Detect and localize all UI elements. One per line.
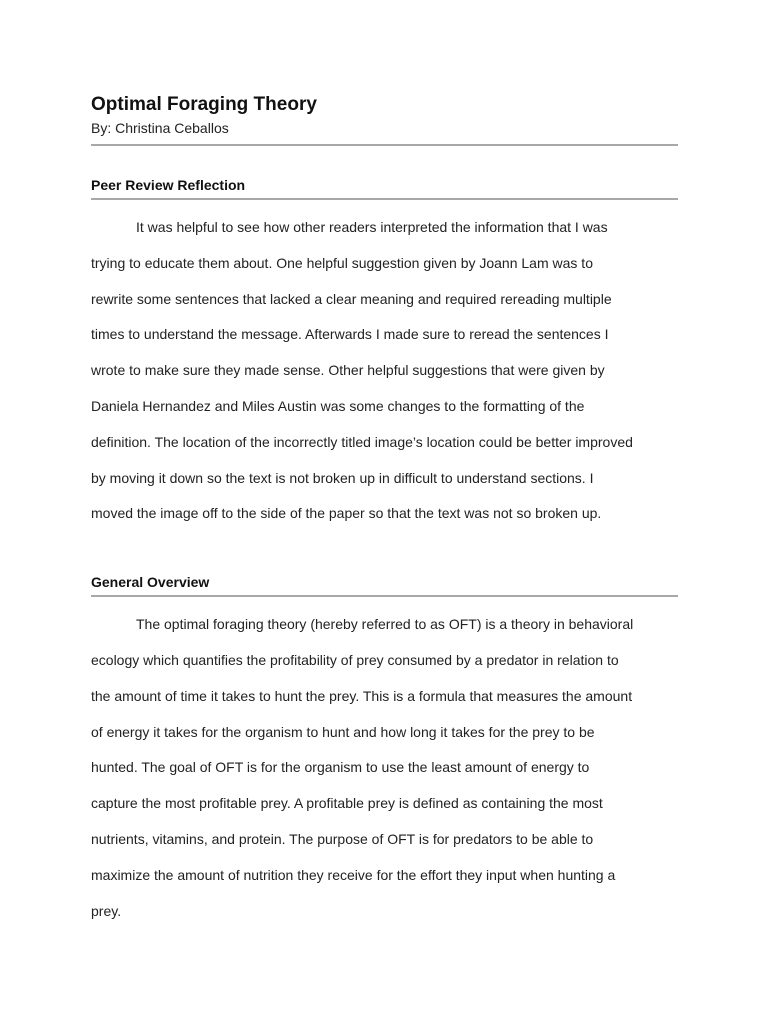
title-divider — [91, 144, 678, 146]
document-page — [91, 92, 678, 929]
document-author: By: Christina Ceballos — [91, 120, 229, 136]
paragraph-line: trying to educate them about. One helpful suggestion given by Joann Lam was to — [91, 254, 593, 271]
paragraph-line: times to understand the message. Afterwards I made sure to reread the sentences I — [91, 326, 609, 343]
paragraph-line: capture the most profitable prey. A profitable prey is defined as containing the most — [91, 795, 603, 812]
paragraph-line: ecology which quantifies the profitability of prey consumed by a predator in relation to — [91, 651, 619, 668]
paragraph-line: The optimal foraging theory (hereby referred to as OFT) is a theory in behavioral — [136, 616, 634, 633]
paragraph-line: rewrite some sentences that lacked a clear meaning and required rereading multiple — [91, 290, 612, 307]
paragraph-line: Daniela Hernandez and Miles Austin was some changes to the formatting of the — [91, 397, 585, 414]
paragraph-line: by moving it down so the text is not broken up in difficult to understand sections. I — [91, 469, 594, 486]
paragraph-line: maximize the amount of nutrition they receive for the effort they input when hunting a — [91, 866, 616, 883]
section-heading: General Overview — [91, 574, 210, 591]
section-general-overview — [91, 572, 678, 929]
section-divider — [91, 595, 678, 597]
paragraph-line: prey. — [91, 902, 122, 919]
section-paragraph — [91, 210, 678, 532]
paragraph-line: nutrients, vitamins, and protein. The purpose of OFT is for predators to be able to — [91, 830, 594, 847]
section-peer-review-reflection — [91, 175, 678, 532]
document-title: Optimal Foraging Theory — [91, 94, 317, 115]
paragraph-line: moved the image off to the side of the paper so that the text was not so broken up. — [91, 505, 602, 522]
section-divider — [91, 198, 678, 200]
paragraph-line: of energy it takes for the organism to hunt and how long it takes for the prey to be — [91, 723, 595, 740]
paragraph-line: It was helpful to see how other readers interpreted the information that I was — [136, 219, 608, 235]
section-paragraph — [91, 607, 678, 929]
paragraph-line: the amount of time it takes to hunt the prey. This is a formula that measures the amount — [91, 687, 633, 704]
paragraph-line: definition. The location of the incorrectly titled image’s location could be better improved — [91, 433, 633, 450]
paragraph-line: wrote to make sure they made sense. Other helpful suggestions that were given by — [91, 362, 605, 379]
paragraph-line: hunted. The goal of OFT is for the organism to use the least amount of energy to — [91, 759, 590, 776]
section-heading: Peer Review Reflection — [91, 177, 246, 193]
